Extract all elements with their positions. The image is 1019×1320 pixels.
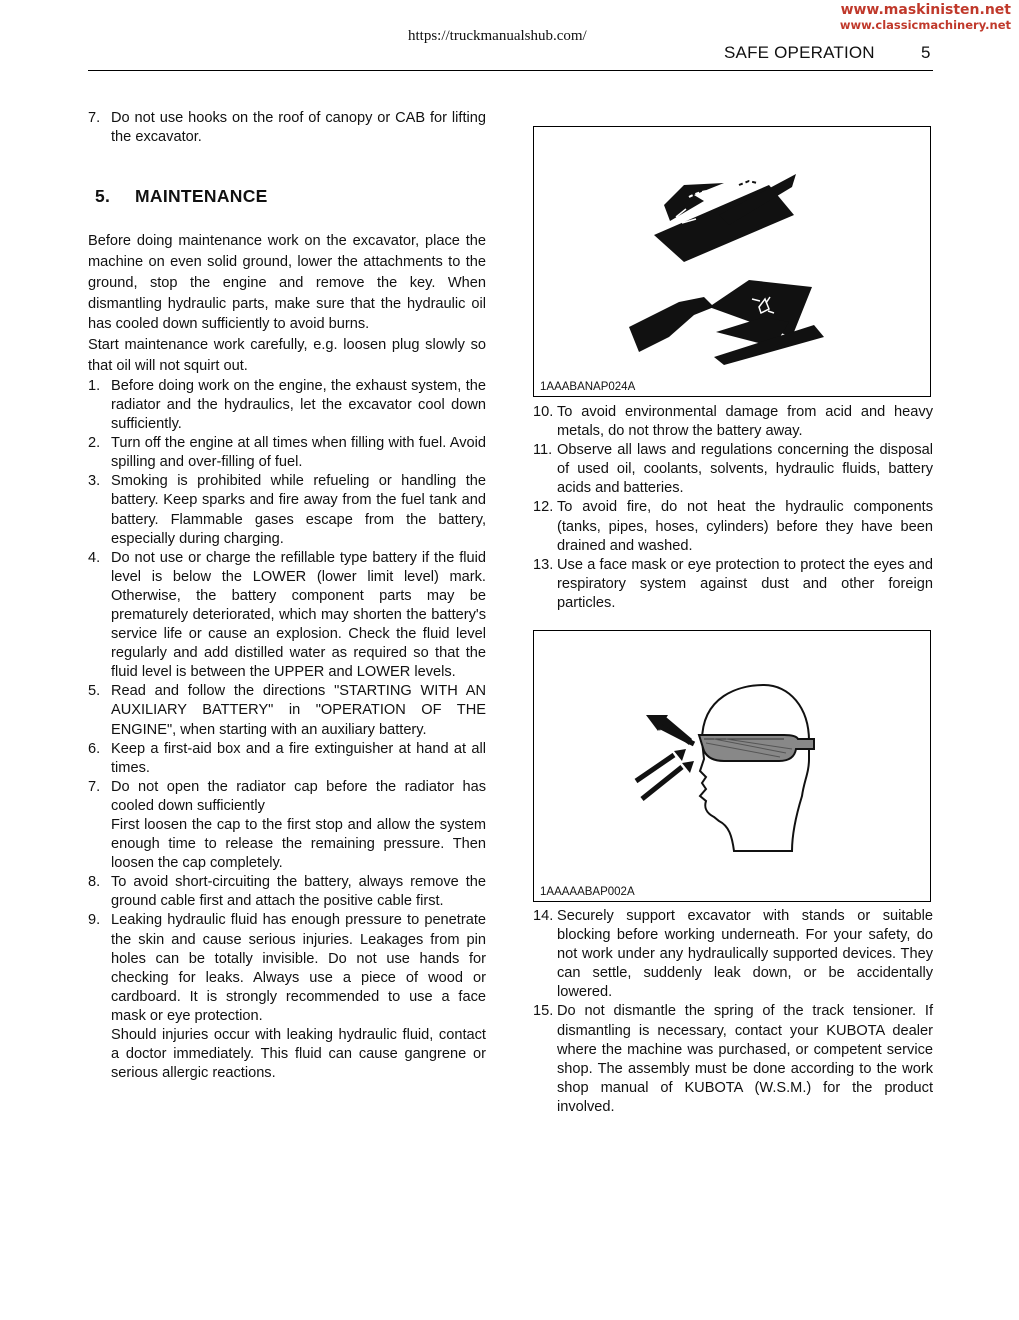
item-number: 7. (88, 110, 101, 126)
item-paragraph: Turn off the engine at all times when filling with fuel. Avoid spilling and over-filling of fuel. (111, 435, 486, 471)
item-number: 3. (88, 473, 101, 490)
item-text (557, 556, 933, 613)
item-text (111, 740, 486, 778)
item-number: 13. (533, 556, 554, 573)
running-header-title: SAFE OPERATION (724, 43, 875, 62)
right-list-b (533, 907, 933, 1117)
section-title: MAINTENANCE (135, 186, 268, 207)
list-item (533, 403, 933, 441)
item-text (111, 682, 486, 739)
item-number: 4. (88, 549, 101, 566)
list-item (88, 682, 486, 739)
list-item (88, 434, 486, 472)
watermark-line-2: www.classicmachinery.net (839, 18, 1011, 32)
item-paragraph: Smoking is prohibited while refueling or handling the battery. Keep sparks and fire away from the fuel tank and battery. Flammable gases escape from the battery, especially during charging. (111, 473, 486, 547)
item-text (111, 472, 486, 548)
item-text (111, 549, 486, 683)
figure-label: 1AAABANAP024A (540, 381, 636, 393)
item-number: 12. (533, 499, 554, 516)
item-paragraph: Do not open the radiator cap before the radiator has cooled down sufficiently (111, 778, 486, 814)
item-paragraph: To avoid short-circuiting the battery, always remove the ground cable first and attach the positive cable first. (111, 874, 486, 910)
item-number: 15. (533, 1003, 554, 1020)
figure-eye-protection (533, 630, 931, 902)
item-number: 8. (88, 874, 101, 891)
list-item (88, 472, 486, 548)
list-item (533, 441, 933, 498)
item-number: 9. (88, 912, 101, 929)
page-number: 5 (921, 43, 931, 62)
item-paragraph: To avoid fire, do not heat the hydraulic components (tanks, pipes, hoses, cylinders) before they have been drained and washed. (557, 499, 933, 554)
header-rule (88, 70, 933, 71)
item-text (557, 403, 933, 441)
left-column (88, 109, 486, 1083)
item-number: 2. (88, 435, 101, 452)
item-number: 10. (533, 404, 554, 420)
item-text (111, 911, 486, 1083)
item-text (557, 441, 933, 498)
item-text: Do not use hooks on the roof of canopy or CAB for lifting the excavator. (111, 110, 486, 146)
item-paragraph: Read and follow the directions "STARTING WITH AN AUXILIARY BATTERY" in "OPERATION OF THE ENGINE", when starting with an auxiliary battery. (111, 683, 486, 738)
safety-goggles-icon (534, 631, 930, 901)
item-number: 5. (88, 683, 101, 700)
list-item (533, 498, 933, 555)
item-paragraph: Use a face mask or eye protection to protect the eyes and respiratory system against dust and other foreign particles. (557, 556, 933, 611)
item-number: 11. (533, 442, 553, 459)
item-paragraph: Observe all laws and regulations concerning the disposal of used oil, coolants, solvents, hydraulic fluids, battery acids and batteries. (557, 442, 933, 497)
item-text (111, 778, 486, 873)
list-item (88, 740, 486, 778)
item-paragraph: Leaking hydraulic fluid has enough pressure to penetrate the skin and cause serious injuries. Leakages from pin holes can be totally invisible. Do not use hands for checking for leaks. Always use a piece of wood or cardboard. It is strongly recommended to use a face mask or eye protection. (111, 912, 486, 1024)
item-number: 6. (88, 740, 101, 757)
item-number: 1. (88, 377, 101, 394)
intro-paragraph: Start maintenance work carefully, e.g. loosen plug slowly so that oil will not squirt out. (88, 337, 486, 375)
item-number: 14. (533, 908, 554, 924)
item-text (111, 377, 486, 434)
item-paragraph: Securely support excavator with stands or suitable blocking before working underneath. For your safety, do not work under any hydraulically supported devices. They can settle, suddenly leak down, or be accidentally lowered. (557, 908, 933, 1001)
item-text (557, 907, 933, 1002)
maintenance-list (88, 377, 486, 1083)
item-paragraph: Before doing work on the engine, the exhaust system, the radiator and the hydraulics, let the excavator cool down sufficiently. (111, 377, 486, 433)
item-text (111, 873, 486, 911)
item-number: 7. (88, 778, 101, 795)
item-text (111, 434, 486, 472)
hand-leak-check-icon (534, 127, 930, 396)
item-paragraph: Do not use or charge the refillable type battery if the fluid level is below the LOWER (lower limit level) mark. Otherwise, the battery component parts may be prematurely deteriorated, which may shorten the battery's service life or cause an explosion. Check the fluid level regularly and add distilled water as required so that the fluid level is between the UPPER and LOWER levels. (111, 549, 486, 681)
section-number: 5. (95, 186, 111, 207)
list-item (533, 556, 933, 613)
item-text (557, 1002, 933, 1117)
list-item (88, 109, 486, 147)
figure-leak-check (533, 126, 931, 397)
list-item (533, 907, 933, 1002)
right-list-a (533, 403, 933, 613)
item-paragraph: Should injuries occur with leaking hydraulic fluid, contact a doctor immediately. This fluid can cause gangrene or serious allergic reactions. (111, 1027, 486, 1082)
source-url: https://truckmanualshub.com/ (408, 28, 587, 44)
figure-label: 1AAAAABAP002A (540, 886, 635, 898)
item-paragraph: Keep a first-aid box and a fire extinguisher at hand at all times. (111, 740, 486, 776)
section-heading (95, 187, 486, 206)
item-paragraph: Do not dismantle the spring of the track tensioner. If dismantling is necessary, contact your KUBOTA dealer where the machine was purchased, or competent service shop. The assembly must be done according to the work shop manual of KUBOTA (W.S.M.) for the product involved. (557, 1003, 933, 1115)
item-paragraph: To avoid environmental damage from acid and heavy metals, do not throw the battery away. (557, 404, 933, 440)
list-item (88, 549, 486, 683)
intro-paragraph: Before doing maintenance work on the excavator, place the machine on even solid ground, lower the attachments to the ground, stop the engine and remove the key. When dismantling hydraulic parts, make sure that the hydraulic oil has cooled down sufficiently to avoid burns. (88, 233, 486, 333)
list-item (88, 911, 486, 1083)
list-item (88, 873, 486, 911)
list-item (533, 1002, 933, 1117)
list-item (88, 377, 486, 434)
watermark-line-1: www.maskinisten.net (840, 2, 1011, 18)
item-text (557, 498, 933, 555)
item-paragraph: First loosen the cap to the first stop and allow the system enough time to release the remaining pressure. Then loosen the cap completely. (111, 817, 486, 872)
list-item (88, 778, 486, 873)
